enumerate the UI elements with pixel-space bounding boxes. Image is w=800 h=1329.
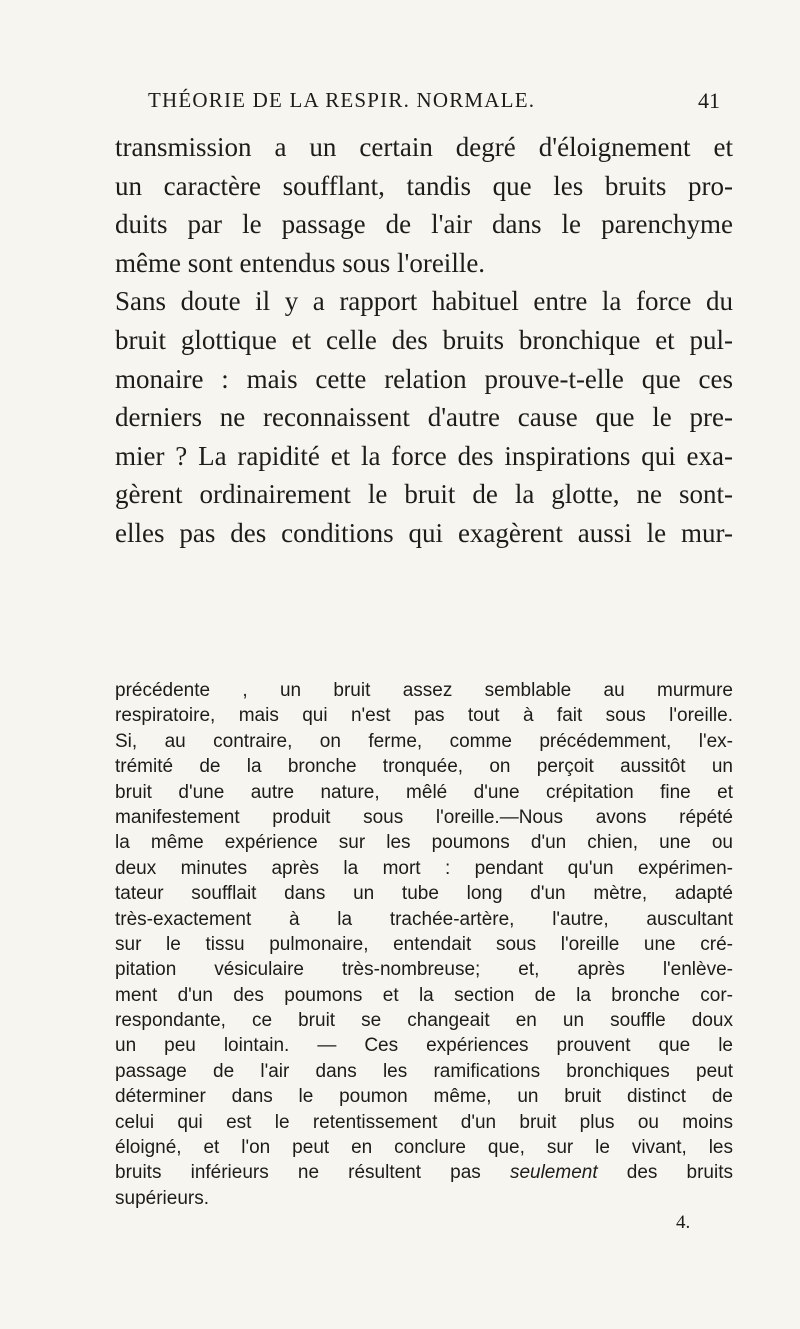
note-text-line: bruit d'une autre nature, mêlé d'une crépitation fine et [115, 781, 733, 803]
main-text-line: transmission a un certain degré d'éloignement et [115, 132, 733, 162]
main-text-line: derniers ne reconnaissent d'autre cause que le pre- [115, 402, 733, 433]
note-text-line: respiratoire, mais qui n'est pas tout à fait sous l'oreille. [115, 705, 733, 727]
note-text-line: sur le tissu pulmonaire, entendait sous l'oreille une cré- [115, 933, 733, 955]
page-header [148, 88, 720, 122]
running-title: THÉORIE DE LA RESPIR. NORMALE. [148, 88, 536, 112]
note-text-line: pitation vésiculaire très-nombreuse; et, après l'enlève- [115, 959, 733, 981]
main-text-line: monaire : mais cette relation prouve-t-elle que ces [115, 363, 733, 394]
main-text-line: Sans doute il y a rapport habituel entre la force du [115, 286, 733, 317]
note-text-line: deux minutes après la mort : pendant qu'un expérimen- [115, 857, 733, 879]
note-text-line: un peu lointain. — Ces expériences prouvent que le [115, 1035, 733, 1057]
main-text-line: même sont entendus sous l'oreille. [115, 247, 486, 278]
note-text-line: la même expérience sur les poumons d'un chien, une ou [115, 832, 733, 854]
signature-mark: 4. [676, 1212, 691, 1233]
note-text-segment: bruits inférieurs ne résultent pas [115, 1162, 481, 1184]
note-text-line: trémité de la bronche tronquée, on perçoit aussitôt un [115, 756, 733, 778]
note-text-line: supérieurs. [115, 1187, 209, 1209]
footnote-text [115, 678, 733, 1211]
main-text-line: mier ? La rapidité et la force des inspirations qui exa- [115, 440, 733, 471]
note-text-line: tateur soufflait dans un tube long d'un mètre, adapté [115, 883, 733, 905]
note-text-line: ment d'un des poumons et la section de la bronche cor- [115, 984, 733, 1006]
note-text-line: très-exactement à la trachée-artère, l'autre, auscultant [115, 908, 733, 930]
main-text-line: gèrent ordinairement le bruit de la glotte, ne sont- [115, 479, 733, 510]
note-text-line: manifestement produit sous l'oreille.—Nous avons répété [115, 806, 733, 828]
note-text-segment: des bruits [626, 1162, 733, 1184]
note-text-line: passage de l'air dans les ramifications bronchiques peut [115, 1060, 733, 1082]
main-text-line: un caractère soufflant, tandis que les bruits pro- [115, 170, 733, 201]
italic-word: seulement [509, 1162, 598, 1184]
note-text-line: déterminer dans le poumon même, un bruit distinct de [115, 1086, 733, 1108]
main-body-text [115, 128, 733, 553]
note-text-line: respondante, ce bruit se changeait en un souffle doux [115, 1010, 733, 1032]
note-text-line: éloigné, et l'on peut en conclure que, sur le vivant, les [115, 1137, 733, 1159]
note-text-line: Si, au contraire, on ferme, comme précédemment, l'ex- [115, 730, 733, 752]
page-number: 41 [698, 88, 720, 113]
note-text-line: celui qui est le retentissement d'un bruit plus ou moins [115, 1111, 733, 1133]
main-text-line: elles pas des conditions qui exagèrent aussi le mur- [115, 517, 733, 548]
main-text-line: bruit glottique et celle des bruits bronchique et pul- [115, 324, 733, 355]
note-text-line [115, 1160, 733, 1185]
main-text-line: duits par le passage de l'air dans le parenchyme [115, 209, 733, 240]
note-text-line: précédente , un bruit assez semblable au murmure [115, 680, 733, 701]
